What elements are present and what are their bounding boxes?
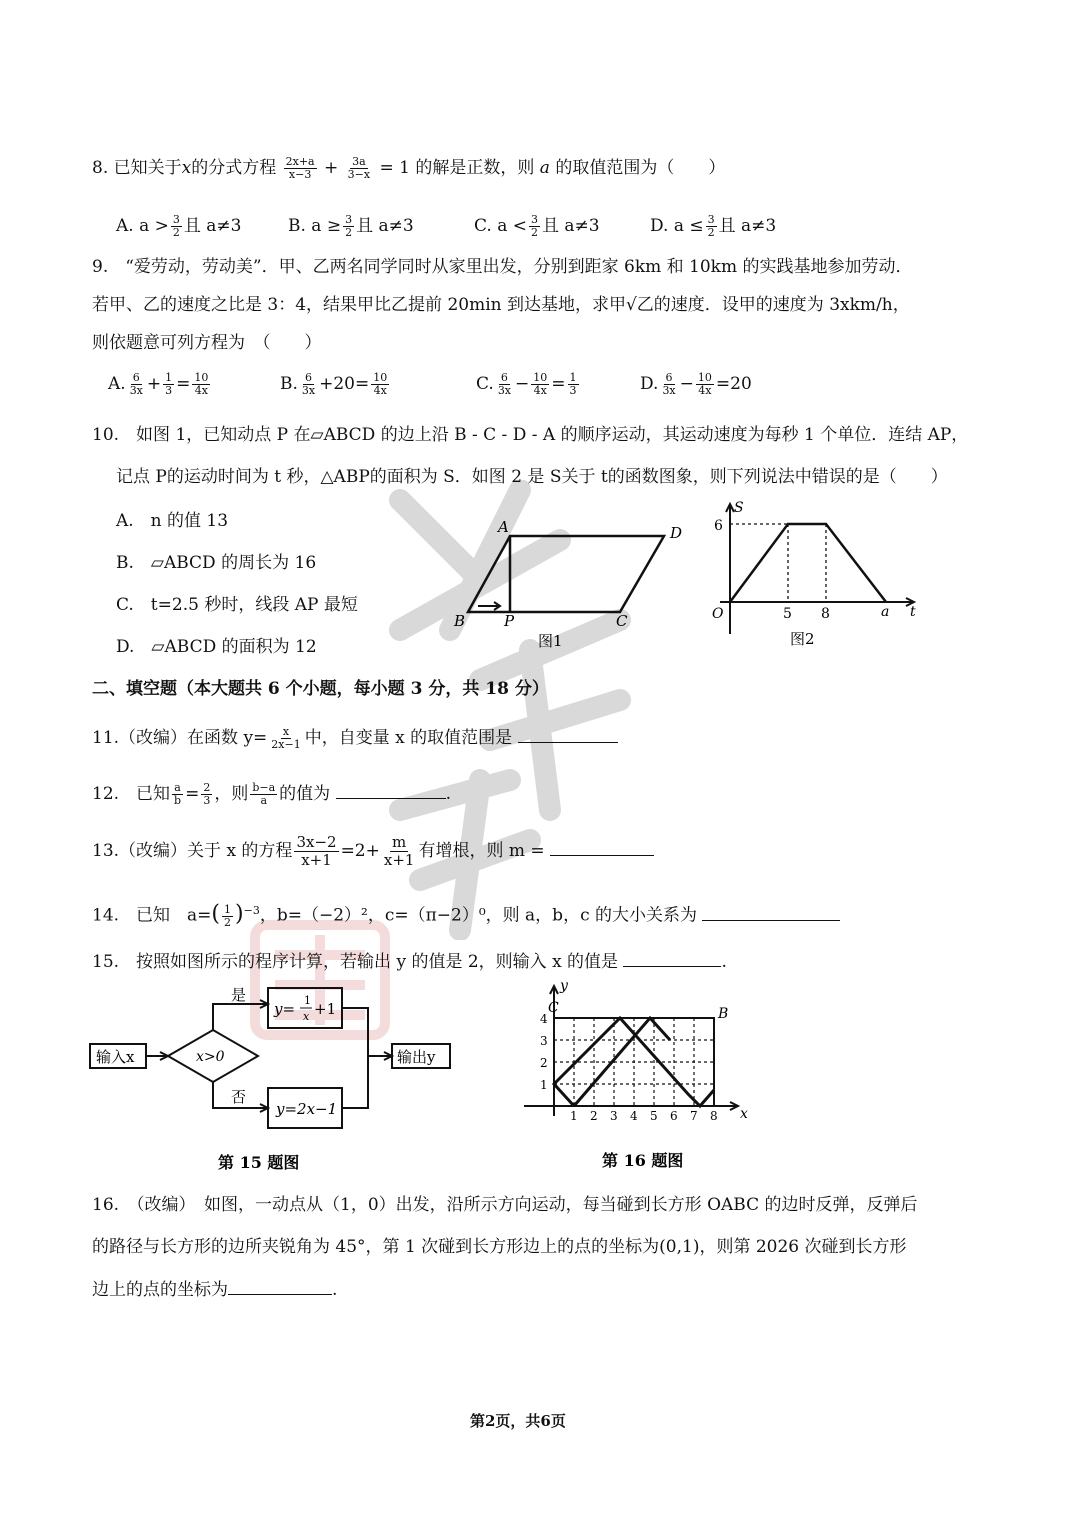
q8-option-b[interactable]: B. a ≥ $\frac{3}{2}$ 且 a≠3 [288, 213, 414, 239]
flow-yes-formula-tail: +1 [314, 1000, 337, 1018]
q14-answer-blank[interactable] [702, 904, 840, 921]
q9-line1: 9. “爱劳动，劳动美”．甲、乙两名同学同时从家里出发，分别到距家 6km 和 10km 的实践基地参加劳动． [92, 257, 913, 277]
fig16-xtick: 8 [710, 1109, 718, 1123]
q9-line2: 若甲、乙的速度之比是 3：4，结果甲比乙提前 20min 到达基地，求甲√乙的速度．设甲的速度为 3xkm/h， [92, 295, 910, 315]
flow-yes-label: 是 [231, 986, 247, 1004]
flow-yes-formula-num: 1 [304, 994, 311, 1007]
fig2-label-s: S [734, 500, 744, 516]
q8-option-d[interactable]: D. a ≤ $\frac{3}{2}$ 且 a≠3 [650, 213, 777, 239]
q11: 11.（改编）在函数 y= $\frac{x}{2x-1}$ 中，自变量 x 的取值范围是 [92, 726, 618, 751]
q9-option-d[interactable]: D. $\frac{6}{3x}$ − $\frac{10}{4x}$ =20 [640, 371, 752, 397]
fig1-caption: 图1 [538, 632, 563, 650]
q10-option-a[interactable]: A. n 的值 13 [116, 511, 229, 531]
q16-answer-blank[interactable] [228, 1278, 332, 1295]
fig1-label-c: C [616, 612, 628, 630]
fig2-label-o: O [712, 606, 724, 622]
q10-figure-2 [700, 494, 930, 656]
fig16-ytick: 1 [540, 1078, 548, 1092]
q12: 12. 已知 $\frac{a}{b}$ = $\frac{2}{3}$ ，则 $\frac{b-a}{a}$ 的值为 . [92, 781, 451, 807]
q16-figure [514, 978, 774, 1178]
q8-option-a[interactable]: A. a > $\frac{3}{2}$ 且 a≠3 [116, 213, 242, 239]
q9-option-a[interactable]: A. $\frac{6}{3x}$ + $\frac{1}{3}$ = $\frac{10}{4x}$ [108, 371, 209, 397]
fig16-xtick: 4 [630, 1109, 638, 1123]
fig16-xtick: 2 [590, 1109, 598, 1123]
q12-answer-blank[interactable] [336, 782, 446, 799]
q16-line1: 16. （改编） 如图，一动点从（1，0）出发，沿所示方向运动，每当碰到长方形 OABC 的边时反弹，反弹后 [92, 1195, 918, 1215]
q9-option-b[interactable]: B. $\frac{6}{3x}$ +20= $\frac{10}{4x}$ [280, 371, 388, 397]
q10-option-c[interactable]: C. t=2.5 秒时，线段 AP 最短 [116, 595, 358, 615]
fig16-label-c: C [548, 1000, 559, 1016]
fig1-label-d: D [670, 524, 683, 542]
flow-output-label: 输出y [397, 1048, 436, 1066]
fig16-ytick: 3 [540, 1034, 548, 1048]
fig16-xtick: 7 [690, 1109, 698, 1123]
fig16-xtick: 6 [670, 1109, 678, 1123]
q15-flowchart [88, 980, 468, 1180]
fig2-label-6: 6 [714, 518, 723, 534]
flow-yes-formula-pre: y= [274, 1000, 296, 1018]
q10-option-b[interactable]: B. ▱ABCD 的周长为 16 [116, 553, 317, 573]
q16-line3: 边上的点的坐标为 . [92, 1280, 338, 1300]
fig16-label-b: B [718, 1006, 729, 1022]
q15: 15. 按照如图所示的程序计算，若输出 y 的值是 2，则输入 x 的值是 . [92, 952, 727, 972]
q11-answer-blank[interactable] [518, 726, 618, 743]
fig16-xtick: 3 [610, 1109, 618, 1123]
q14: 14. 已知 a=( $\frac{1}{2}$ )$^{-3}$，b=（−2）²，c=（π−2）⁰，则 a，b，c 的大小关系为 [92, 900, 840, 929]
q16-caption: 第 16 题图 [602, 1151, 684, 1170]
fig16-ytick: 2 [540, 1056, 548, 1070]
fig1-label-a: A [498, 518, 509, 536]
fig1-label-b: B [454, 612, 466, 630]
q10-figure-1 [448, 516, 698, 656]
q16-line2: 的路径与长方形的边所夹锐角为 45°，第 1 次碰到长方形边上的点的坐标为(0,1)，则第 2026 次碰到长方形 [92, 1237, 907, 1257]
fig16-label-x: x [740, 1106, 748, 1122]
q15-answer-blank[interactable] [623, 950, 721, 967]
q10-line1: 10. 如图 1，已知动点 P 在▱ABCD 的边上沿 B - C - D - A 的顺序运动，其运动速度为每秒 1 个单位．连结 AP， [92, 425, 969, 445]
fig16-xtick: 5 [650, 1109, 658, 1123]
fig2-label-8: 8 [821, 606, 830, 622]
q8-option-c[interactable]: C. a < $\frac{3}{2}$ 且 a≠3 [474, 213, 600, 239]
q10-line2: 记点 P的运动时间为 t 秒，△ABP的面积为 S．如图 2 是 S关于 t的函数图象，则下列说法中错误的是（ ） [116, 467, 948, 487]
flow-yes-formula-den: x [303, 1010, 310, 1023]
q13-answer-blank[interactable] [550, 839, 654, 856]
q13: 13.（改编）关于 x 的方程 $\frac{3x-2}{x+1}$ =2+ $\frac{m}{x+1}$ 有增根，则 m = [92, 834, 654, 869]
flow-input-label: 输入x [96, 1048, 135, 1066]
fig1-label-p: P [504, 612, 515, 630]
flow-no-label: 否 [231, 1088, 247, 1106]
section-heading: 二、填空题（本大题共 6 个小题，每小题 3 分，共 18 分） [92, 679, 549, 699]
q9-option-c[interactable]: C. $\frac{6}{3x}$ − $\frac{10}{4x}$ = $\frac{1}{3}$ [476, 371, 577, 397]
q9-line3: 则依题意可列方程为 （ ） [92, 333, 322, 353]
fig2-label-5: 5 [783, 606, 792, 622]
fig16-ytick: 4 [540, 1012, 548, 1026]
flow-condition-label: x>0 [196, 1049, 225, 1065]
fig2-caption: 图2 [790, 630, 815, 648]
fig2-label-a: a [881, 604, 890, 620]
q8-stem: 8. 已知关于x的分式方程 $\frac{2x+a}{x-3}$ + $\frac{3a}{3-x}$ = 1 的解是正数，则 a 的取值范围为（ ） [92, 155, 726, 181]
fig2-label-t: t [910, 604, 916, 620]
flow-no-formula: y=2x−1 [276, 1100, 338, 1118]
fig16-xtick: 1 [570, 1109, 578, 1123]
fig16-label-y: y [560, 978, 568, 994]
page-footer: 第2页，共6页 [470, 1412, 566, 1430]
q15-caption: 第 15 题图 [218, 1153, 300, 1172]
q10-option-d[interactable]: D. ▱ABCD 的面积为 12 [116, 637, 317, 657]
